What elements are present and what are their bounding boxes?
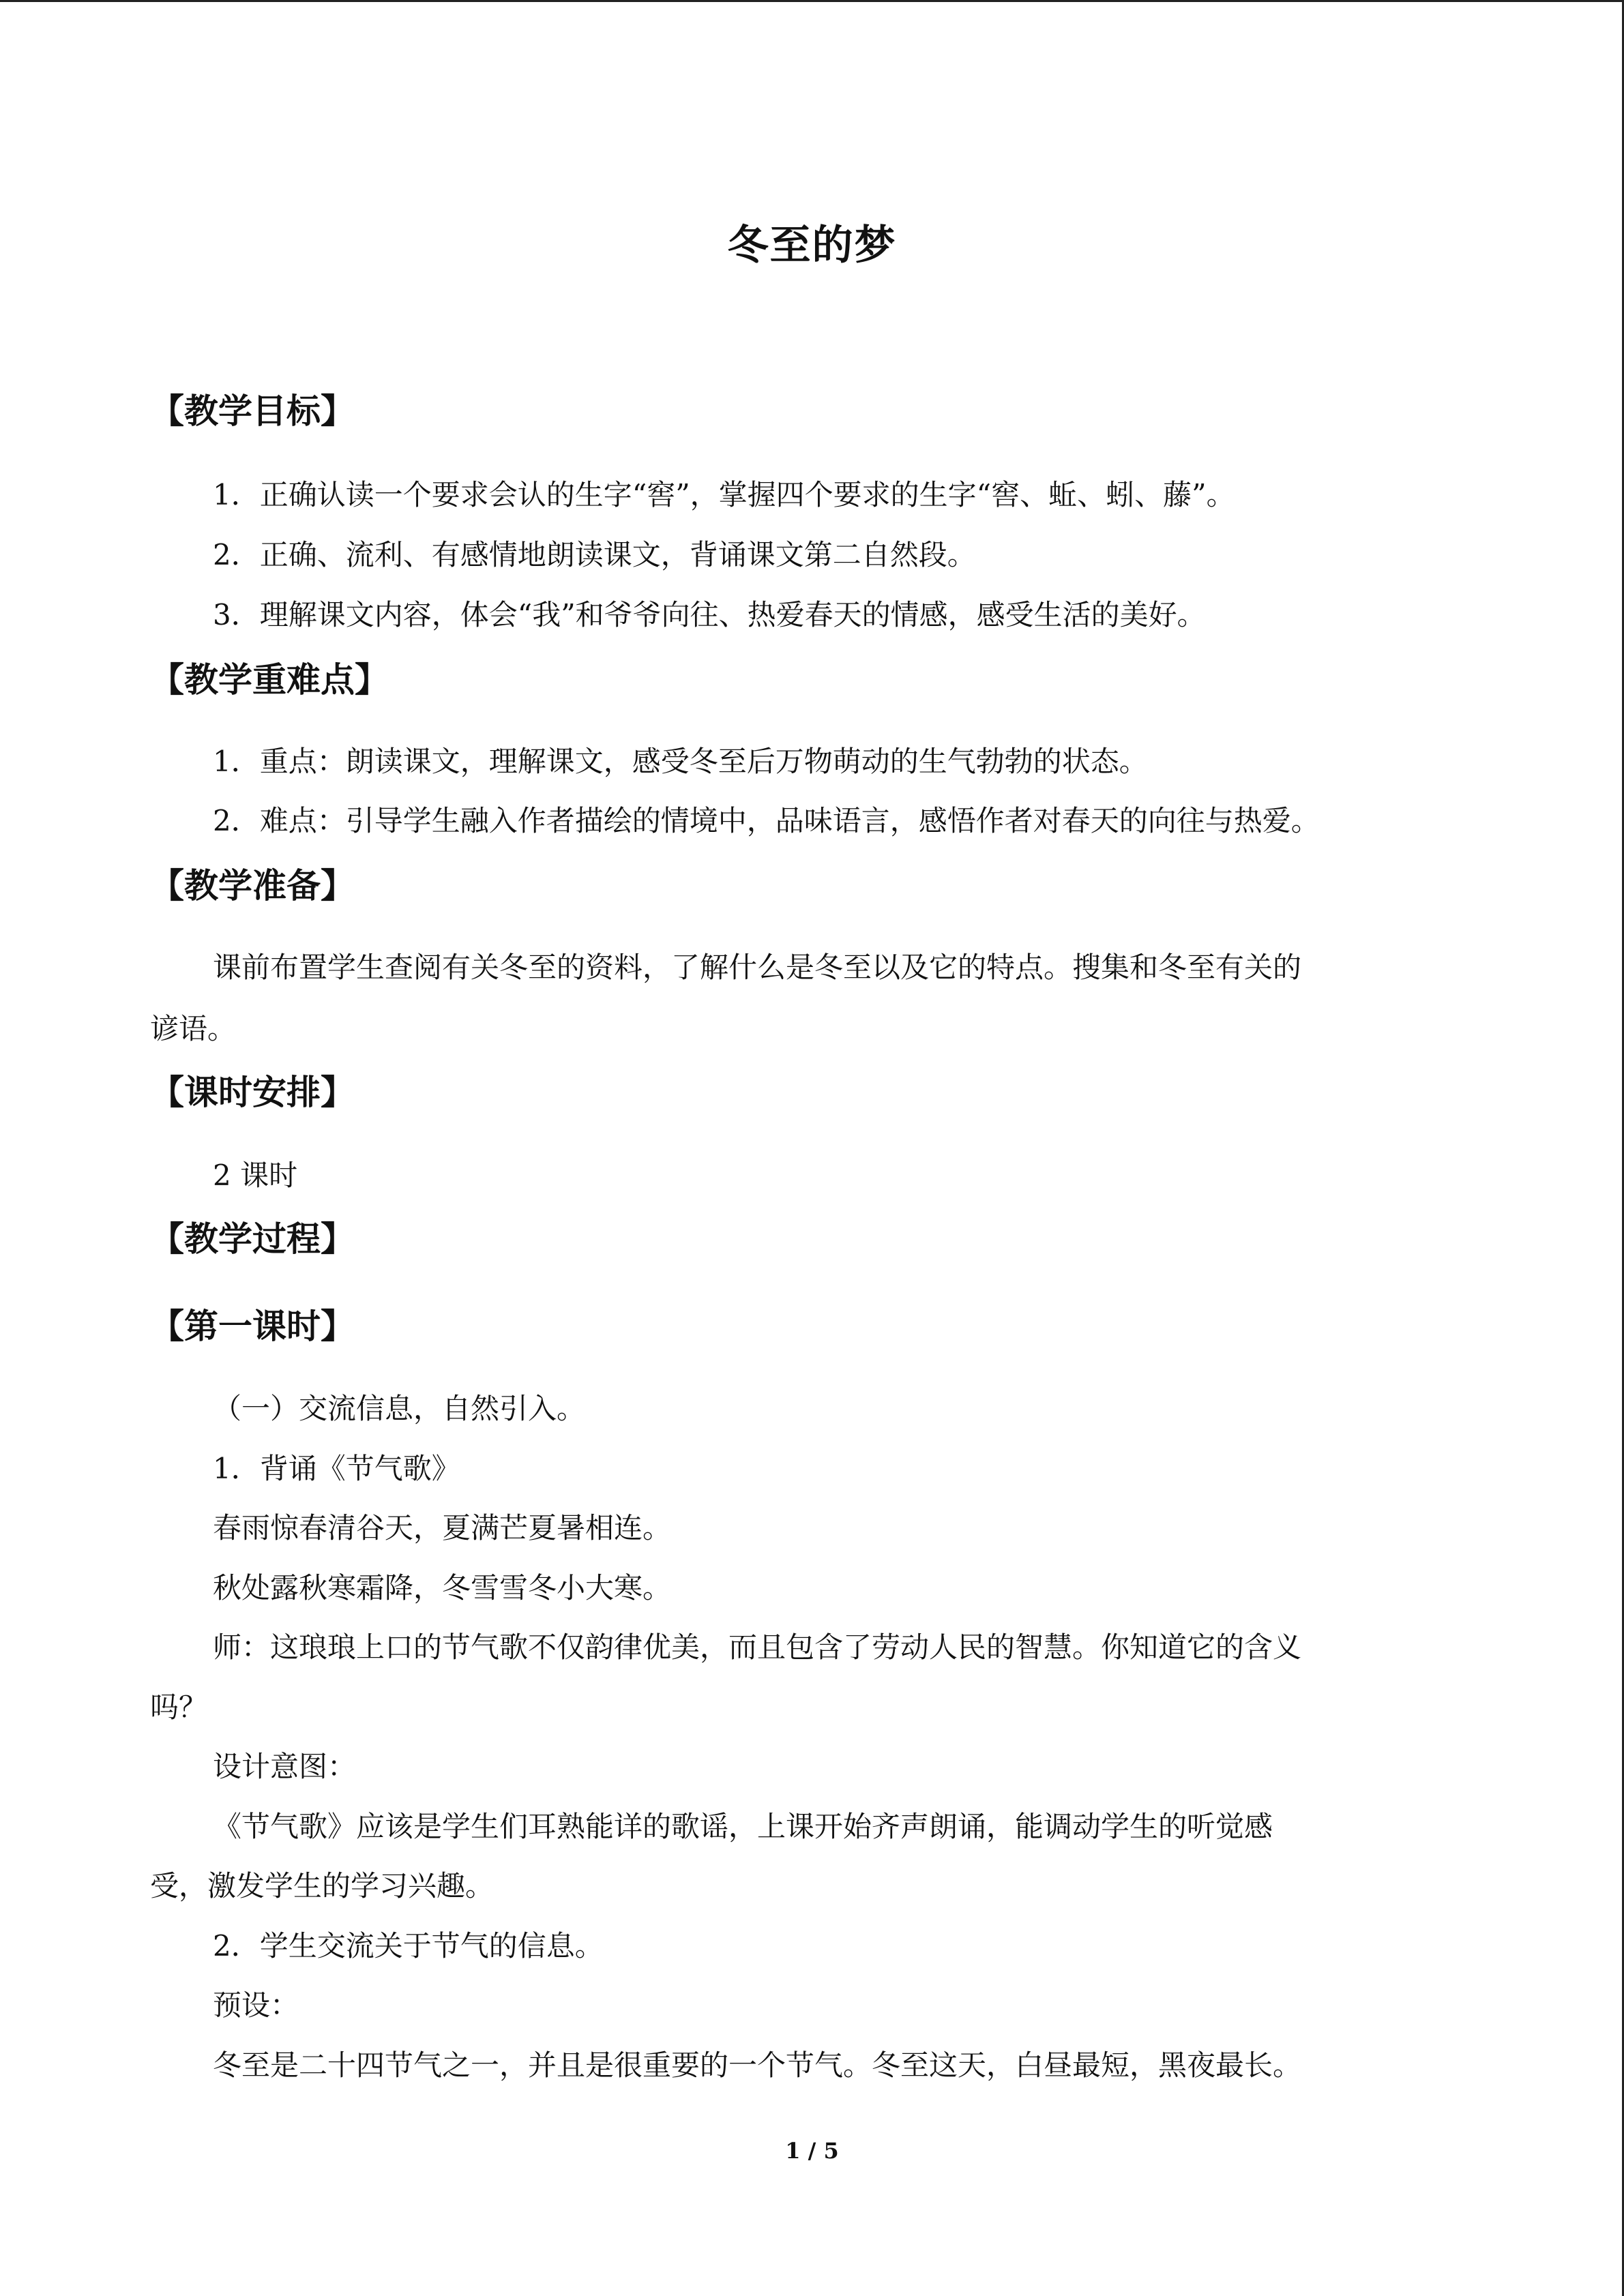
heading-schedule: 【课时安排】 — [150, 1072, 355, 1112]
goal-item-2: 2．正确、流利、有感情地朗读课文，背诵课文第二自然段。 — [213, 538, 976, 571]
lesson1-line-1: （一）交流信息，自然引入。 — [213, 1392, 586, 1425]
lesson1-line-2: 1．背诵《节气歌》 — [213, 1452, 460, 1485]
lesson1-line-4: 秋处露秋寒霜降，冬雪雪冬小大寒。 — [213, 1571, 672, 1605]
lesson1-line-11: 预设： — [213, 1988, 299, 2022]
lesson1-line-6: 吗？ — [150, 1690, 208, 1724]
document-title: 冬至的梦 — [727, 222, 897, 269]
lesson1-line-12: 冬至是二十四节气之一，并且是很重要的一个节气。冬至这天，白昼最短，黑夜最长。 — [213, 2048, 1302, 2082]
lesson1-line-7: 设计意图： — [213, 1750, 357, 1783]
heading-teaching-process: 【教学过程】 — [150, 1219, 355, 1259]
page-number: 1 / 5 — [785, 2138, 839, 2164]
lesson1-line-9: 受，激发学生的学习兴趣。 — [150, 1869, 494, 1903]
lesson1-line-8: 《节气歌》应该是学生们耳熟能详的歌谣，上课开始齐声朗诵，能调动学生的听觉感 — [213, 1810, 1273, 1843]
heading-key-points: 【教学重难点】 — [150, 659, 389, 700]
preparation-line-2: 谚语。 — [150, 1012, 237, 1045]
heading-teaching-goals: 【教学目标】 — [150, 391, 355, 431]
key-point-1: 1．重点：朗读课文，理解课文，感受冬至后万物萌动的生气勃勃的状态。 — [213, 745, 1148, 778]
goal-item-3: 3．理解课文内容，体会“我”和爷爷向往、热爱春天的情感，感受生活的美好。 — [213, 598, 1206, 631]
preparation-line-1: 课前布置学生查阅有关冬至的资料，了解什么是冬至以及它的特点。搜集和冬至有关的 — [213, 951, 1302, 984]
lesson1-line-5: 师：这琅琅上口的节气歌不仅韵律优美，而且包含了劳动人民的智慧。你知道它的含义 — [213, 1630, 1302, 1664]
heading-lesson-one: 【第一课时】 — [150, 1306, 355, 1346]
schedule-text: 2 课时 — [213, 1159, 298, 1192]
lesson1-line-3: 春雨惊春清谷天，夏满芒夏暑相连。 — [213, 1511, 672, 1545]
goal-item-1: 1．正确认读一个要求会认的生字“窖”，掌握四个要求的生字“窖、蚯、蚓、藤”。 — [213, 478, 1235, 511]
key-point-2: 2．难点：引导学生融入作者描绘的情境中，品味语言，感悟作者对春天的向往与热爱。 — [213, 804, 1320, 837]
lesson1-line-10: 2．学生交流关于节气的信息。 — [213, 1929, 604, 1963]
heading-preparation: 【教学准备】 — [150, 865, 355, 906]
